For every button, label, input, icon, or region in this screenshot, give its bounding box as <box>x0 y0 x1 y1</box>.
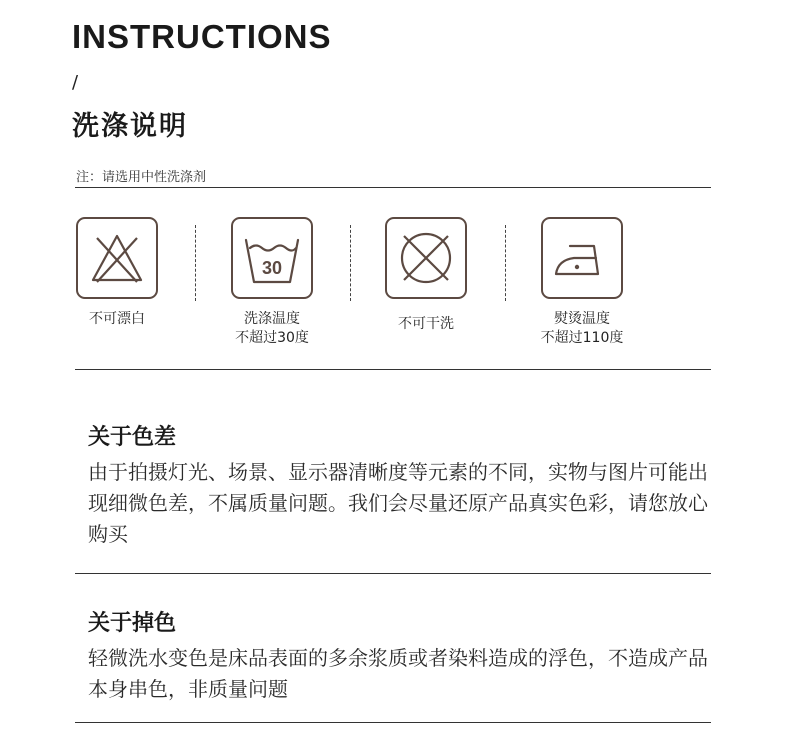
no-dry-clean-label: 不可干洗 <box>398 316 454 332</box>
title-english: INSTRUCTIONS <box>72 18 332 55</box>
divider-top <box>75 187 711 188</box>
detergent-note: 注：请选用中性洗涤剂 <box>76 170 207 185</box>
iron-temp-label: 熨烫温度 不超过110度 <box>540 311 624 346</box>
divider-icons <box>75 369 711 370</box>
divider-sections <box>75 573 711 574</box>
no-dry-clean-icon <box>385 217 467 299</box>
color-fading-title: 关于掉色 <box>88 611 177 636</box>
wash-temp-label: 洗涤温度 不超过30度 <box>235 311 309 346</box>
title-chinese: 洗涤说明 <box>72 111 188 142</box>
wash-30-icon <box>231 217 313 299</box>
no-bleach-label: 不可漂白 <box>89 311 145 327</box>
color-difference-text: 由于拍摄灯光、场景、显示器清晰度等元素的不同，实物与图片可能出现细微色差，不属质量问题。我们会尽量还原产品真实色彩，请您放心购买 <box>88 460 708 546</box>
title-separator: / <box>72 72 79 93</box>
divider-bottom <box>75 722 711 723</box>
wash-temp-number: 30 <box>261 258 283 278</box>
color-difference-title: 关于色差 <box>88 425 177 450</box>
iron-110-icon <box>541 217 623 299</box>
icon-divider-1 <box>195 225 196 301</box>
no-bleach-icon <box>76 217 158 299</box>
icon-divider-3 <box>505 225 506 301</box>
color-fading-text: 轻微洗水变色是床品表面的多余浆质或者染料造成的浮色，不造成产品本身串色，非质量问题 <box>88 646 708 701</box>
icon-divider-2 <box>350 225 351 301</box>
